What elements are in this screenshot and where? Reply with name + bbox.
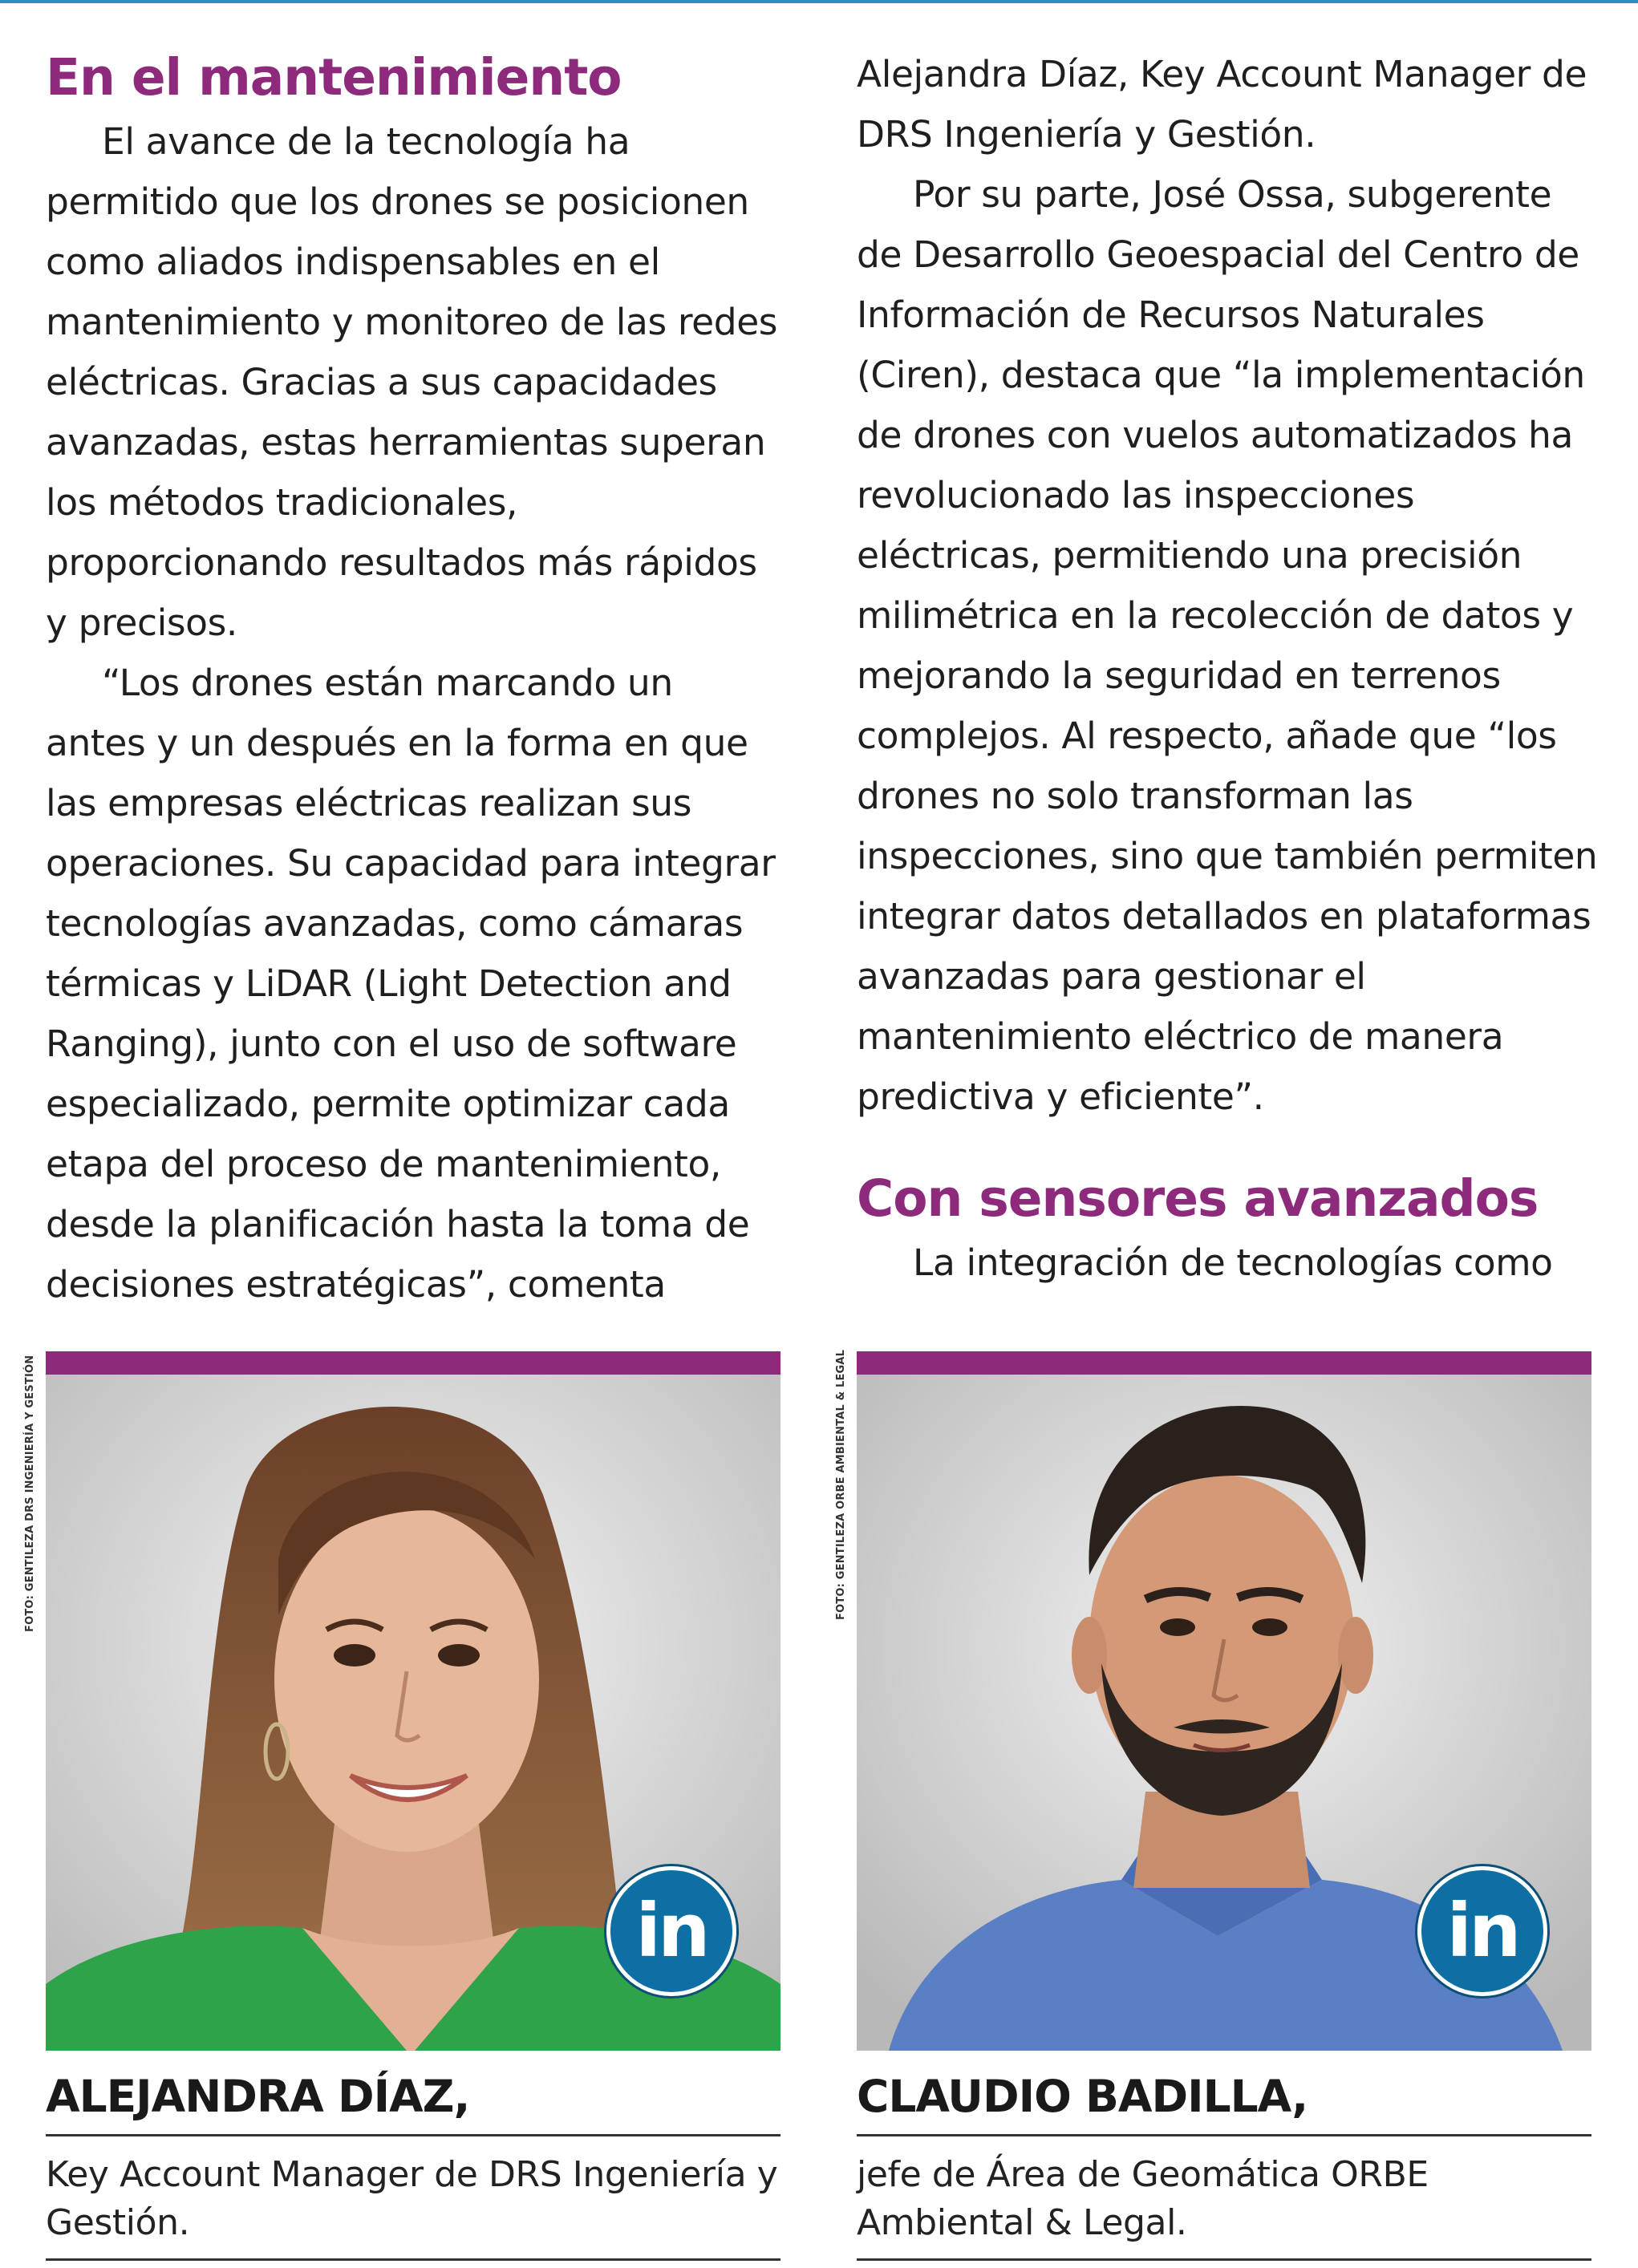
profile-name: ALEJANDRA DÍAZ,	[46, 2071, 470, 2122]
right-column	[857, 44, 1599, 1293]
body-paragraph: “Los drones están marcando un antes y un después en la forma en que las empresas eléctricas realizan sus operaciones. Su capacidad para integrar tecnologías avanzadas, como cámaras térmicas y LiDAR (Light Detection and Ranging), junto con el uso de software especializado, permite optimizar cada etapa del proceso de mantenimiento, desde la planificación hasta la toma de decisiones estratégicas”, comenta	[46, 662, 776, 1306]
body-paragraph-lead: La integración de tecnologías como	[913, 1241, 1553, 1284]
portrait-photo	[46, 1375, 780, 2051]
divider	[46, 2258, 780, 2261]
card-accent-bar	[46, 1351, 780, 1375]
profile-name: CLAUDIO BADILLA,	[857, 2071, 1308, 2122]
portrait-photo	[857, 1375, 1591, 2051]
divider	[857, 2134, 1591, 2136]
profile-card-claudio	[857, 1351, 1591, 2261]
linkedin-icon[interactable]: in	[1417, 1866, 1547, 1996]
section-heading-sensores: Con sensores avanzados	[857, 1169, 1539, 1228]
profile-role: Key Account Manager de DRS Ingeniería y Gestión.	[46, 2154, 778, 2243]
body-paragraph-continued: Alejandra Díaz, Key Account Manager de DRS Ingeniería y Gestión.	[857, 53, 1587, 156]
linkedin-icon[interactable]: in	[606, 1866, 736, 1996]
profile-card-alejandra	[46, 1351, 780, 2261]
photo-credit: FOTO: GENTILEZA ORBE AMBIENTAL & LEGAL	[835, 1349, 847, 1620]
divider	[46, 2134, 780, 2136]
profile-role: jefe de Área de Geomática ORBE Ambiental & Legal.	[857, 2154, 1429, 2243]
divider	[857, 2258, 1591, 2261]
body-paragraph: Por su parte, José Ossa, subgerente de Desarrollo Geoespacial del Centro de Información de Recursos Naturales (Ciren), destaca que “la implementación de drones con vuelos automatizados ha revolucionado las inspecciones eléctricas, permitiendo una precisión milimétrica en la recolección de datos y mejorando la seguridad en terrenos complejos. Al respecto, añade que “los drones no solo transforman las inspecciones, sino que también permiten integrar datos detallados en plataformas avanzadas para gestionar el mantenimiento eléctrico de manera predictiva y eficiente”.	[857, 173, 1598, 1118]
card-accent-bar	[857, 1351, 1591, 1375]
left-column	[46, 44, 784, 1314]
body-paragraph: El avance de la tecnología ha permitido que los drones se posicionen como aliados indispensables en el mantenimiento y monitoreo de las redes eléctricas. Gracias a sus capacidades avanzadas, estas herramientas superan los métodos tradicionales, proporcionando resultados más rápidos y precisos.	[46, 120, 778, 644]
section-heading-mantenimiento: En el mantenimiento	[46, 48, 622, 107]
photo-credit: FOTO: GENTILEZA DRS INGENIERÍA Y GESTIÓN	[24, 1355, 36, 1632]
top-rule	[0, 0, 1638, 3]
